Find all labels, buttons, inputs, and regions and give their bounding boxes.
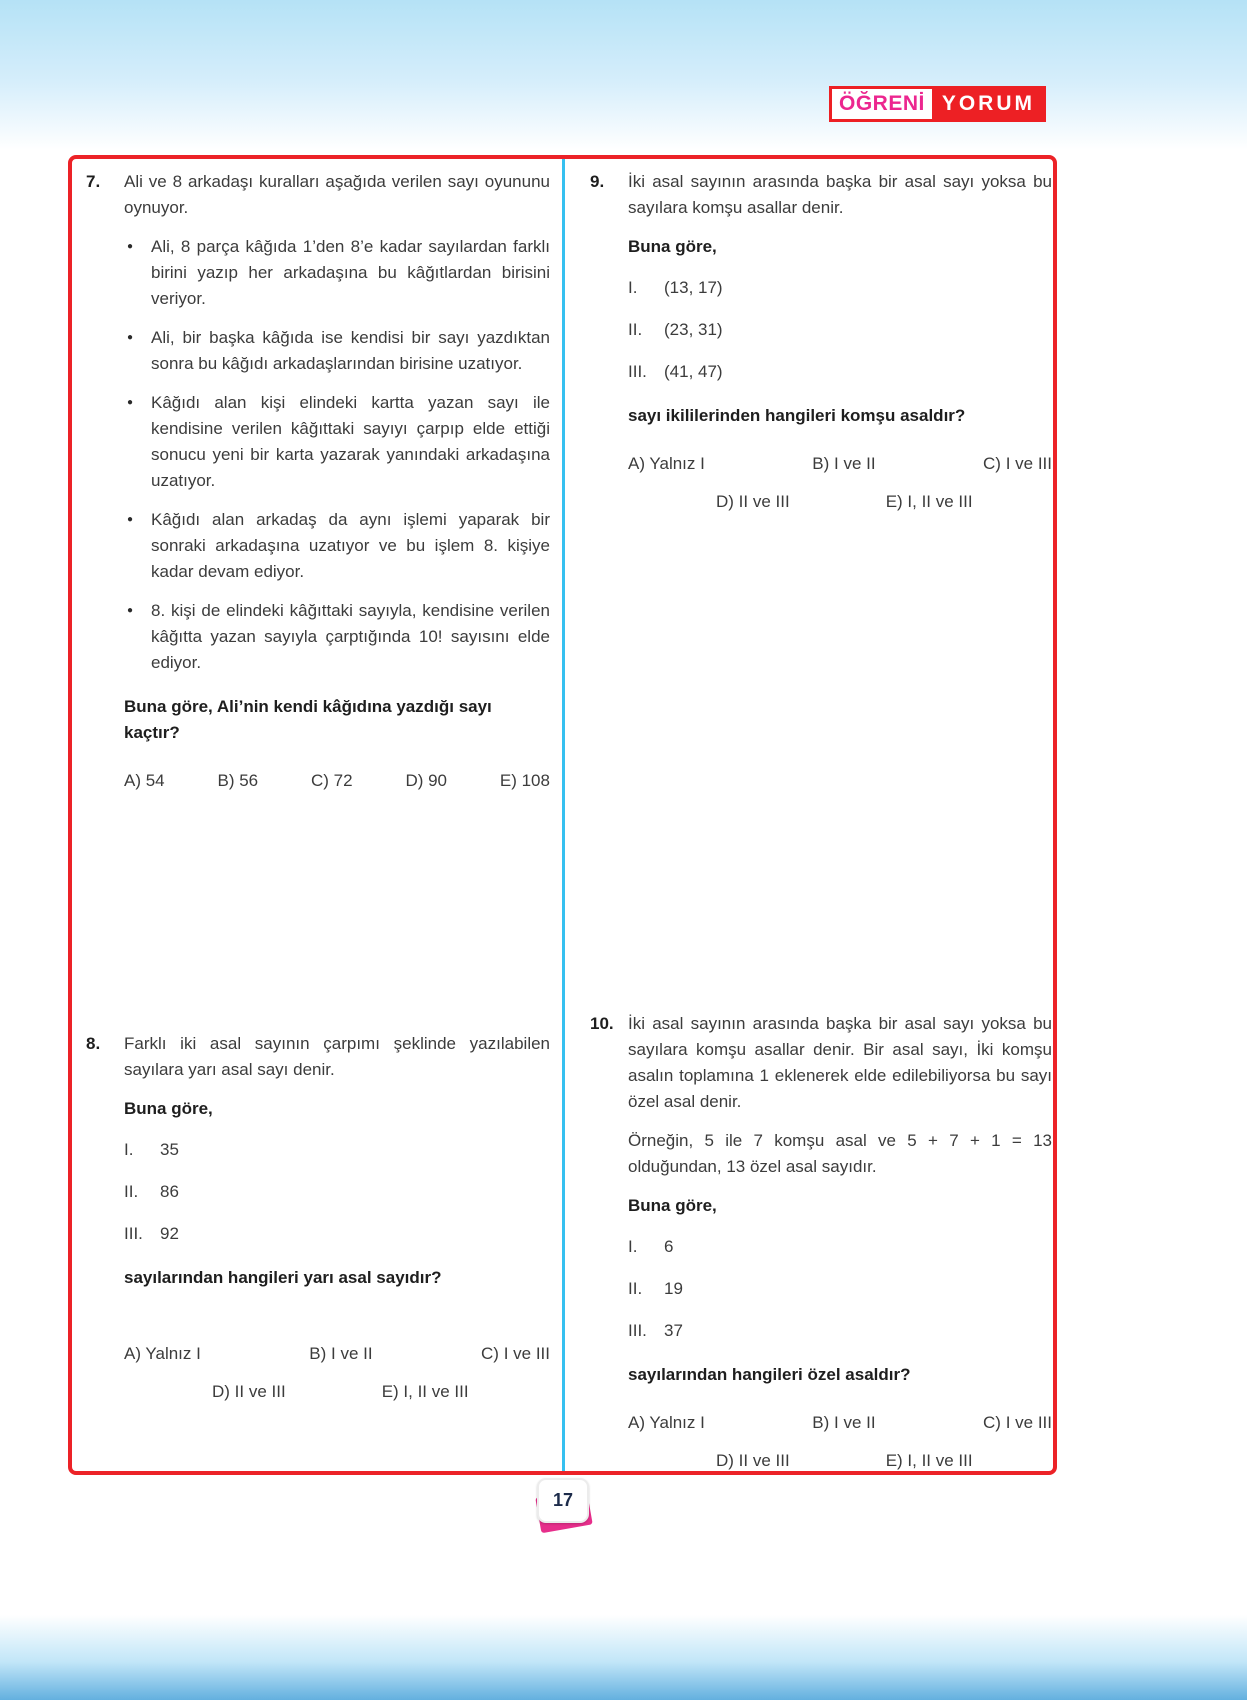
bullet-icon: ● bbox=[127, 332, 134, 343]
questions-frame bbox=[68, 155, 1057, 1475]
roman-value: 86 bbox=[160, 1182, 179, 1201]
option-b: B) 56 bbox=[217, 771, 259, 790]
roman-item bbox=[628, 1234, 1052, 1260]
question-body bbox=[628, 1011, 1052, 1474]
question-prompt: sayılarından hangileri yarı asal sayıdır? bbox=[124, 1268, 442, 1287]
roman-label: II. bbox=[628, 1279, 643, 1298]
question-body bbox=[628, 169, 1052, 515]
roman-item bbox=[628, 359, 1052, 385]
roman-label: III. bbox=[628, 1321, 647, 1340]
header-band bbox=[0, 0, 1247, 150]
question-intro: Ali ve 8 arkadaşı kuralları aşağıda verilen sayı oyununu oynuyor. bbox=[124, 172, 550, 217]
roman-value: 6 bbox=[664, 1237, 674, 1256]
column-divider bbox=[562, 159, 565, 1471]
lead-text: Buna göre, bbox=[628, 1196, 717, 1215]
options-row bbox=[628, 489, 1052, 515]
roman-label: III. bbox=[124, 1224, 143, 1243]
option-a: A) Yalnız I bbox=[628, 1413, 705, 1432]
question-intro: Farklı iki asal sayının çarpımı şeklinde yazılabilen sayılara yarı asal sayı denir. bbox=[124, 1034, 550, 1079]
roman-label: II. bbox=[124, 1182, 139, 1201]
roman-item bbox=[124, 1179, 550, 1205]
roman-value: 37 bbox=[664, 1321, 683, 1340]
roman-label: I. bbox=[124, 1140, 134, 1159]
option-c: C) I ve III bbox=[983, 1413, 1052, 1432]
bullet-item bbox=[124, 507, 550, 585]
question-intro: İki asal sayının arasında başka bir asal sayı yoksa bu sayılara komşu asallar denir. bbox=[628, 172, 1052, 217]
options-row bbox=[124, 768, 550, 794]
roman-item bbox=[124, 1137, 550, 1163]
question-prompt: sayı ikililerinden hangileri komşu asaldır? bbox=[628, 406, 966, 425]
bullet-item bbox=[124, 234, 550, 312]
question-number: 9. bbox=[590, 172, 605, 191]
question-intro: İki asal sayının arasında başka bir asal sayı yoksa bu sayılara komşu asallar denir. Bir asal sayı, İki komşu asalın toplamına 1 eklenerek elde edilebiliyorsa bu sayı özel asal denir. bbox=[628, 1014, 1052, 1111]
bullet-icon: ● bbox=[127, 397, 134, 408]
option-b: B) I ve II bbox=[812, 1413, 876, 1432]
option-e: E) I, II ve III bbox=[885, 1451, 973, 1470]
question-10 bbox=[590, 1011, 1052, 1474]
brand-logo bbox=[829, 86, 1046, 122]
roman-item bbox=[628, 1276, 1052, 1302]
bullet-icon: ● bbox=[127, 241, 134, 252]
option-c: C) I ve III bbox=[983, 454, 1052, 473]
option-d: D) 90 bbox=[405, 771, 448, 790]
bullet-text: Ali, 8 parça kâğıda 1’den 8’e kadar sayılardan farklı birini yazıp her arkadaşına bu kâğıtlardan birisini veriyor. bbox=[151, 237, 550, 308]
bullet-item bbox=[124, 325, 550, 377]
options-row bbox=[628, 451, 1052, 477]
roman-label: III. bbox=[628, 362, 647, 381]
options-row bbox=[628, 1448, 1052, 1474]
roman-value: (23, 31) bbox=[664, 320, 723, 339]
question-body bbox=[124, 169, 550, 794]
option-a: A) Yalnız I bbox=[628, 454, 705, 473]
option-c: C) 72 bbox=[311, 771, 353, 790]
options-row bbox=[124, 1379, 550, 1405]
bullet-item bbox=[124, 598, 550, 676]
option-d: D) II ve III bbox=[716, 1451, 790, 1470]
roman-value: (13, 17) bbox=[664, 278, 723, 297]
logo-text-primary: ÖĞRENİ bbox=[832, 89, 932, 119]
question-number: 10. bbox=[590, 1014, 614, 1033]
options-row bbox=[628, 1410, 1052, 1436]
question-9 bbox=[590, 169, 1052, 515]
example-text: Örneğin, 5 ile 7 komşu asal ve 5 + 7 + 1 = 13 olduğundan, 13 özel asal sayıdır. bbox=[628, 1131, 1052, 1176]
option-a: A) 54 bbox=[124, 771, 165, 790]
option-d: D) II ve III bbox=[212, 1382, 286, 1401]
roman-item bbox=[124, 1221, 550, 1247]
logo-text-secondary: YORUM bbox=[932, 89, 1043, 119]
roman-item bbox=[628, 317, 1052, 343]
question-7 bbox=[86, 169, 550, 794]
roman-label: II. bbox=[628, 320, 643, 339]
bullet-text: Kâğıdı alan kişi elindeki kartta yazan sayı ile kendisine verilen kâğıttaki sayıyı çarpıp elde ettiği sonucu yeni bir karta yazarak yanındaki arkadaşına uzatıyor. bbox=[151, 393, 550, 490]
option-d: D) II ve III bbox=[716, 492, 790, 511]
bullet-icon: ● bbox=[127, 514, 134, 525]
lead-text: Buna göre, bbox=[124, 1099, 213, 1118]
option-c: C) I ve III bbox=[481, 1344, 550, 1363]
page-number-badge bbox=[535, 1478, 593, 1536]
bullet-text: Kâğıdı alan arkadaş da aynı işlemi yaparak bir sonraki arkadaşına uzatıyor ve bu işlem 8. kişiye kadar devam ediyor. bbox=[151, 510, 550, 581]
roman-label: I. bbox=[628, 278, 638, 297]
question-body bbox=[124, 1031, 550, 1405]
options-row bbox=[124, 1341, 550, 1367]
roman-label: I. bbox=[628, 1237, 638, 1256]
bullet-text: Ali, bir başka kâğıda ise kendisi bir sayı yazdıktan sonra bu kâğıdı arkadaşlarından birisine uzatıyor. bbox=[151, 328, 550, 373]
option-b: B) I ve II bbox=[812, 454, 876, 473]
option-e: E) I, II ve III bbox=[381, 1382, 469, 1401]
option-e: E) I, II ve III bbox=[885, 492, 973, 511]
bullet-text: 8. kişi de elindeki kâğıttaki sayıyla, kendisine verilen kâğıtta yazan sayıyla çarptığında 10! sayısını elde ediyor. bbox=[151, 601, 550, 672]
bullet-item bbox=[124, 390, 550, 494]
question-number: 7. bbox=[86, 172, 101, 191]
question-prompt: Buna göre, Ali’nin kendi kâğıdına yazdığı sayı kaçtır? bbox=[124, 697, 492, 742]
roman-value: 19 bbox=[664, 1279, 683, 1298]
question-8 bbox=[86, 1031, 550, 1405]
lead-text: Buna göre, bbox=[628, 237, 717, 256]
question-prompt: sayılarından hangileri özel asaldır? bbox=[628, 1365, 911, 1384]
option-b: B) I ve II bbox=[309, 1344, 373, 1363]
roman-value: 35 bbox=[160, 1140, 179, 1159]
roman-value: (41, 47) bbox=[664, 362, 723, 381]
bullet-icon: ● bbox=[127, 605, 134, 616]
option-e: E) 108 bbox=[499, 771, 550, 790]
option-a: A) Yalnız I bbox=[124, 1344, 201, 1363]
page-number: 17 bbox=[537, 1478, 589, 1523]
roman-item bbox=[628, 275, 1052, 301]
question-number: 8. bbox=[86, 1034, 101, 1053]
roman-value: 92 bbox=[160, 1224, 179, 1243]
roman-item bbox=[628, 1318, 1052, 1344]
footer-band bbox=[0, 1615, 1247, 1700]
